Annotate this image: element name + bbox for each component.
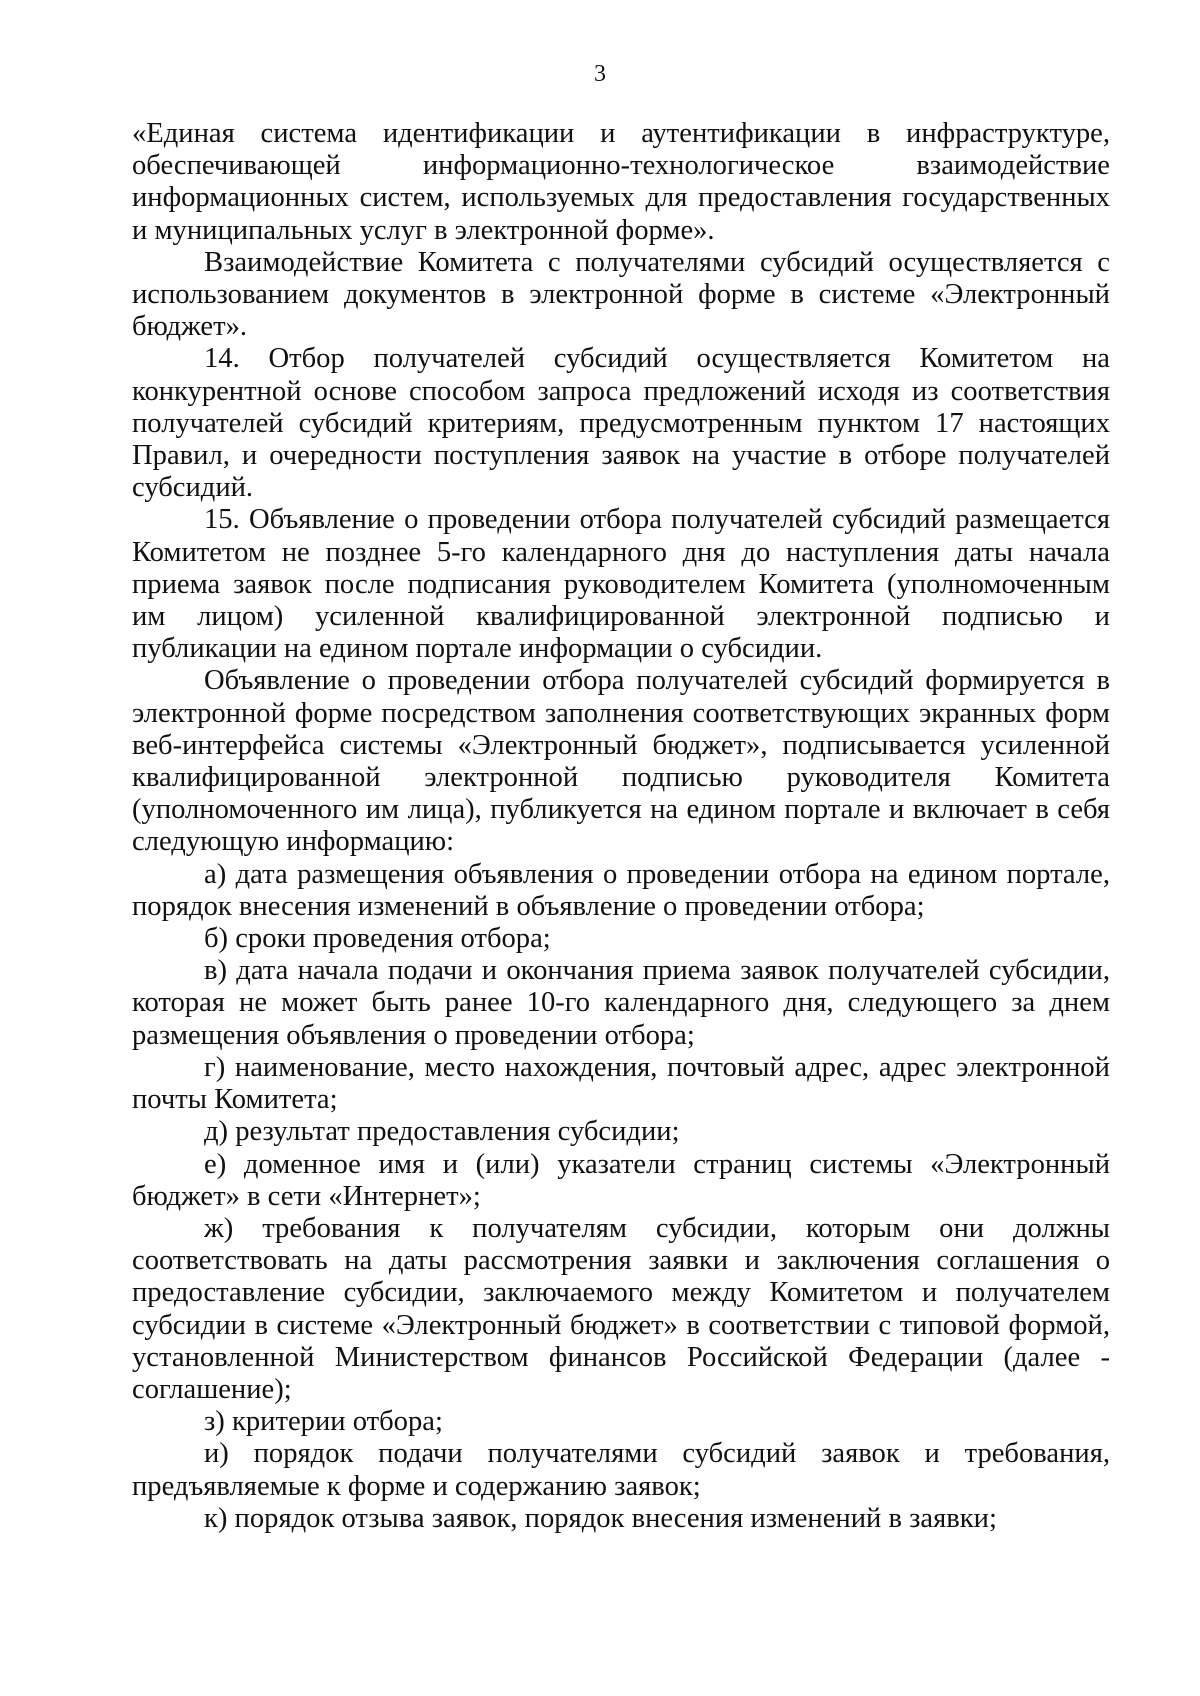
paragraph-5: Объявление о проведении отбора получателей субсидий формируется в электронной форме посредством заполнения соответствующих экранных форм веб-интерфейса системы «Электронный бюджет», подписывается усиленной квалифицированной электронной подписью руководителя Комитета (уполномоченного им лица), публикуется на едином портале и включает в себя следующую информацию: [132,665,1110,858]
paragraph-15: к) порядок отзыва заявок, порядок внесения изменений в заявки; [204,1502,997,1534]
paragraph-3: 14. Отбор получателей субсидий осуществляется Комитетом на конкурентной основе способом запроса предложений исходя из соответствия получателей субсидий критериям, предусмотренным пунктом 17 настоящих Правил, и очередности поступления заявок на участие в отборе получателей субсидий. [132,343,1110,504]
page-number: 3 [594,61,606,87]
paragraph-4: 15. Объявление о проведении отбора получателей субсидий размещается Комитетом не позднее 5-го календарного дня до наступления даты начала приема заявок после подписания руководителем Комитета (уполномоченным им лицом) усиленной квалифицированной электронной подписью и публикации на едином портале информации о субсидии. [132,504,1110,665]
paragraph-7: б) сроки проведения отбора; [204,923,551,955]
paragraph-8: в) дата начала подачи и окончания приема заявок получателей субсидии, которая не может быть ранее 10-го календарного дня, следующего за днем размещения объявления о проведении отбора; [132,955,1110,1051]
paragraph-10: д) результат предоставления субсидии; [204,1116,680,1148]
paragraph-13: з) критерии отбора; [204,1406,443,1438]
document-body [132,118,1110,1535]
paragraph-9: г) наименование, место нахождения, почтовый адрес, адрес электронной почты Комитета; [132,1051,1110,1116]
paragraph-11: е) доменное имя и (или) указатели страниц системы «Электронный бюджет» в сети «Интернет»; [132,1148,1110,1212]
paragraph-2: Взаимодействие Комитета с получателями субсидий осуществляется с использованием документов в электронной форме в системе «Электронный бюджет». [132,246,1110,343]
paragraph-14: и) порядок подачи получателями субсидий заявок и требования, предъявляемые к форме и содержанию заявок; [132,1438,1110,1502]
paragraph-12: ж) требования к получателям субсидии, которым они должны соответствовать на даты рассмотрения заявки и заключения соглашения о предоставление субсидии, заключаемого между Комитетом и получателем субсидии в системе «Электронный бюджет» в соответствии с типовой формой, установленной Министерством финансов Российской Федерации (далее - соглашение); [132,1212,1110,1405]
paragraph-6: а) дата размещения объявления о проведении отбора на едином портале, порядок внесения изменений в объявление о проведении отбора; [132,858,1110,922]
paragraph-1: «Единая система идентификации и аутентификации в инфраструктуре, обеспечивающей информационно-технологическое взаимодействие информационных систем, используемых для предоставления государственных и муниципальных услуг в электронной форме». [132,118,1110,246]
